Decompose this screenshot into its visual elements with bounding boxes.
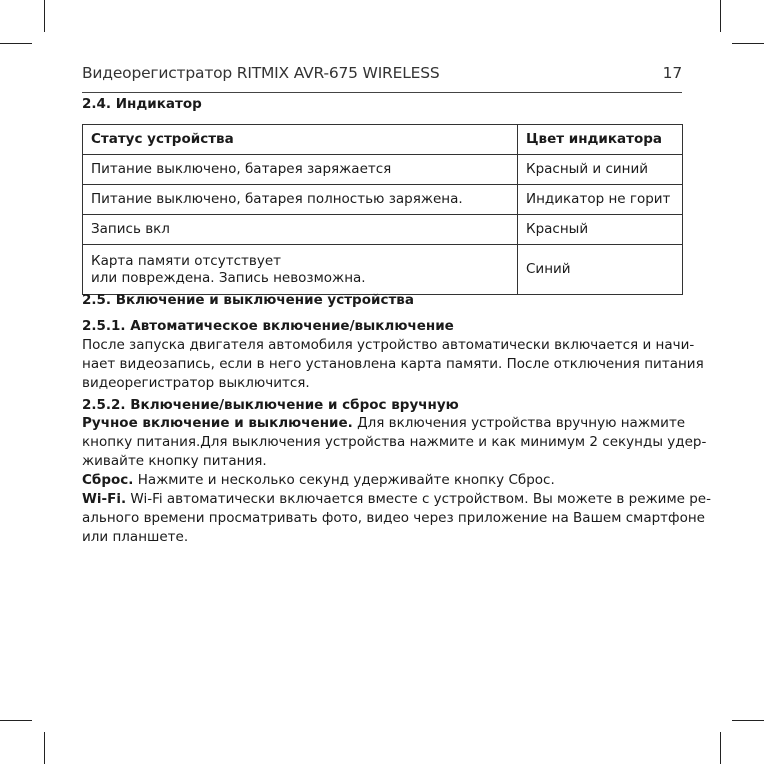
crop-mark bbox=[732, 43, 764, 44]
header-divider bbox=[82, 92, 682, 93]
paragraph-line bbox=[82, 414, 686, 433]
paragraph-line: После запуска двигателя автомобиля устройство автоматически включается и начи- bbox=[82, 337, 695, 353]
status-line: Карта памяти отсутствует bbox=[91, 252, 281, 269]
table-row bbox=[83, 185, 683, 215]
wifi-lead: Wi-Fi. bbox=[82, 491, 127, 507]
crop-mark bbox=[44, 732, 45, 764]
table-header-row bbox=[83, 125, 683, 155]
column-header-status: Статус устройства bbox=[83, 125, 518, 155]
crop-mark bbox=[720, 732, 721, 764]
header-title: Видеорегистратор RITMIX AVR-675 WIRELESS bbox=[82, 64, 440, 82]
section-heading-indicator: 2.4. Индикатор bbox=[82, 96, 202, 112]
crop-mark bbox=[732, 720, 764, 721]
section-heading-power: 2.5. Включение и выключение устройства bbox=[82, 292, 414, 308]
subsection-heading-manual: 2.5.2. Включение/выключение и сброс вручную bbox=[82, 397, 459, 413]
auto-paragraph bbox=[82, 336, 704, 393]
table-row bbox=[83, 245, 683, 295]
table-row bbox=[83, 215, 683, 245]
status-cell bbox=[83, 245, 518, 295]
status-cell: Питание выключено, батарея заряжается bbox=[83, 155, 518, 185]
manual-lead: Ручное включение и выключение. bbox=[82, 415, 353, 431]
wifi-text: Wi-Fi автоматически включается вместе с устройством. Вы можете в режиме ре- bbox=[126, 491, 711, 507]
crop-mark bbox=[0, 720, 32, 721]
crop-mark bbox=[44, 0, 45, 32]
status-cell: Запись вкл bbox=[83, 215, 518, 245]
paragraph-line: ального времени просматривать фото, видео через приложение на Вашем смартфоне bbox=[82, 510, 705, 526]
status-cell: Питание выключено, батарея полностью заряжена. bbox=[83, 185, 518, 215]
paragraph-line: живайте кнопку питания. bbox=[82, 453, 267, 469]
table-row bbox=[83, 155, 683, 185]
paragraph-line bbox=[82, 490, 711, 509]
color-cell: Индикатор не горит bbox=[518, 185, 683, 215]
paragraph-line: кнопку питания.Для выключения устройства нажмите и как минимум 2 секунды удер- bbox=[82, 434, 707, 450]
reset-line bbox=[82, 471, 683, 490]
color-cell: Красный и синий bbox=[518, 155, 683, 185]
manual-text: Для включения устройства вручную нажмите bbox=[352, 415, 686, 431]
subsection-heading-auto: 2.5.1. Автоматическое включение/выключение bbox=[82, 318, 454, 334]
reset-lead: Сброс. bbox=[82, 472, 134, 488]
column-header-color: Цвет индикатора bbox=[518, 125, 683, 155]
status-line: или повреждена. Запись невозможна. bbox=[91, 269, 366, 286]
manual-paragraph bbox=[82, 414, 711, 547]
crop-mark bbox=[0, 43, 32, 44]
page-header bbox=[82, 64, 682, 82]
reset-text: Нажмите и несколько секунд удерживайте кнопку Сброс. bbox=[133, 472, 555, 488]
paragraph-line: или планшете. bbox=[82, 529, 189, 545]
indicator-table bbox=[82, 124, 683, 295]
paragraph-line: видеорегистратор выключится. bbox=[82, 375, 310, 391]
color-cell: Красный bbox=[518, 215, 683, 245]
page-number: 17 bbox=[662, 64, 682, 82]
paragraph-line: нает видеозапись, если в него установлена карта памяти. После отключения питания bbox=[82, 356, 704, 372]
crop-mark bbox=[720, 0, 721, 32]
color-cell: Синий bbox=[518, 245, 683, 295]
